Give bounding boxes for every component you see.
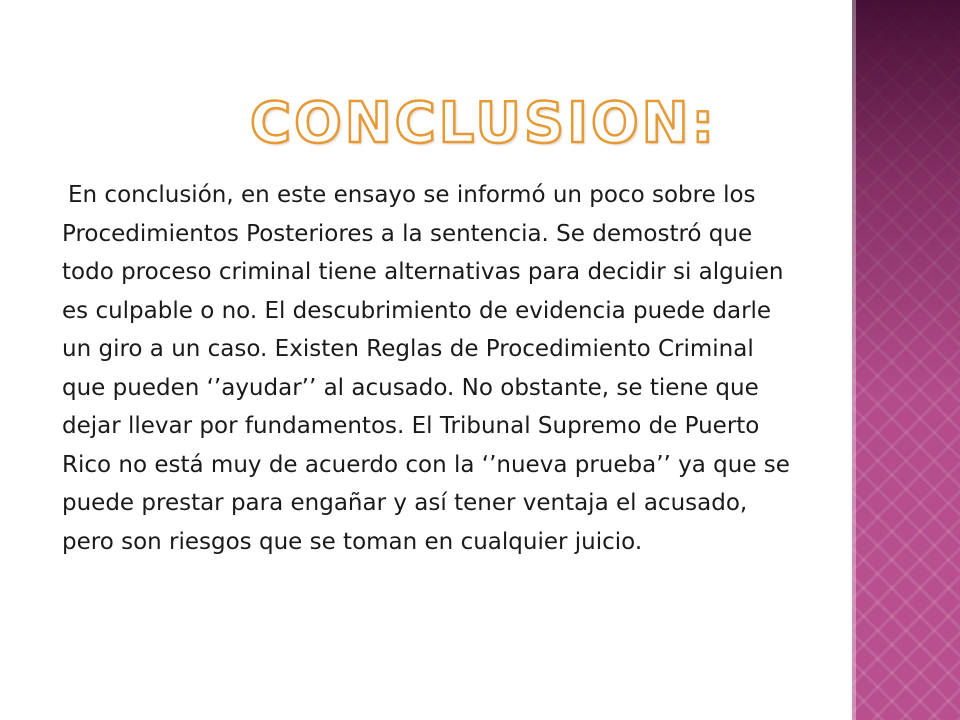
slide-body-text: En conclusión, en este ensayo se informó un poco sobre los Procedimientos Posteriores a la sentencia. Se demostró que todo proceso criminal tiene alternativas para decidir si alguien es culpable o no. El descubrimiento de evidencia puede darle un giro a un caso. Existen Reglas de Procedimiento Criminal que pueden ‘’ayudar’’ al acusado. No obstante, se tiene que dejar llevar por fundamentos. El Tribunal Supremo de Puerto Rico no está muy de acuerdo con la ‘’nueva prueba’’ ya que se puede prestar para engañar y así tener ventaja el acusado, pero son riesgos que se toman en cualquier juicio.: [62, 182, 790, 555]
side-band-edge: [852, 0, 856, 720]
slide-title: CONCLUSION:: [250, 91, 717, 156]
decorative-side-band: [852, 0, 960, 720]
